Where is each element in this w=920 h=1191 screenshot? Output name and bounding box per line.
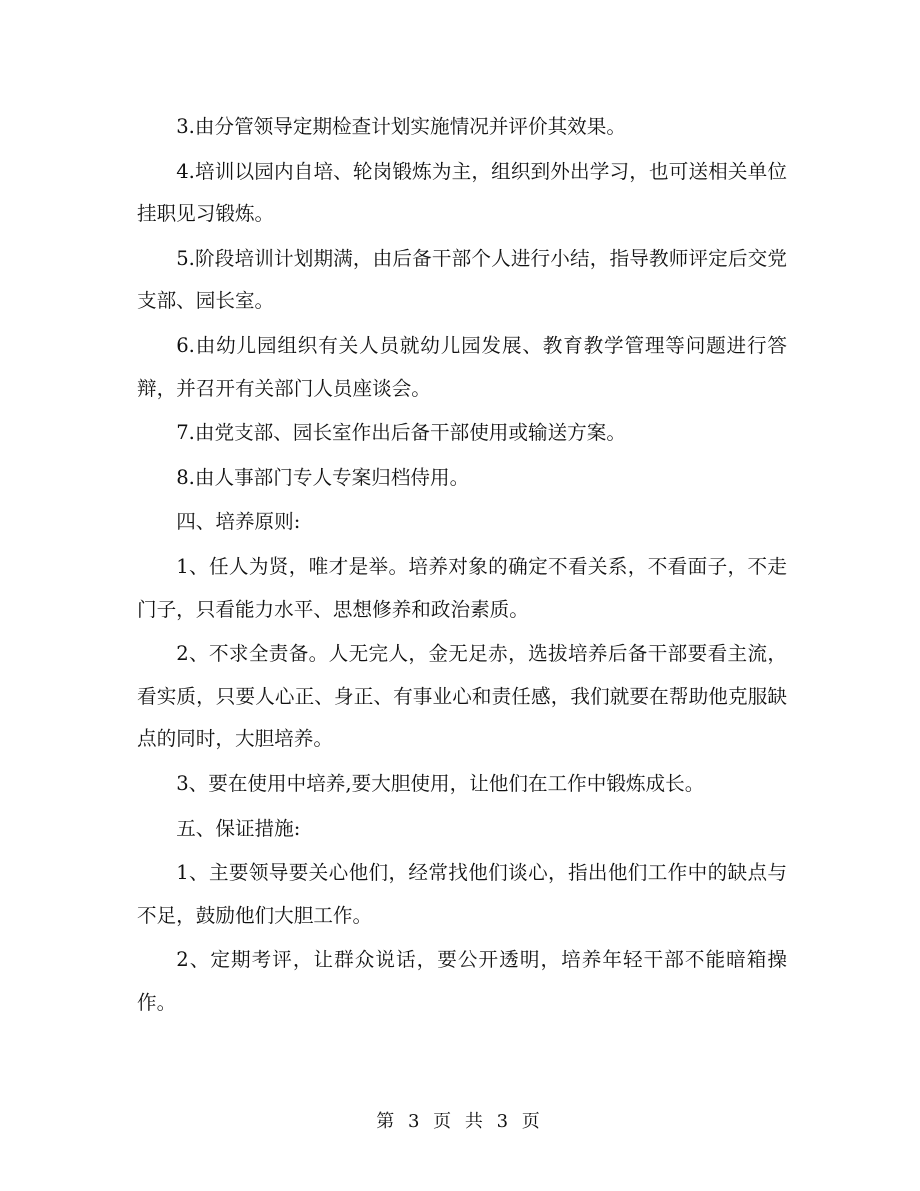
paragraph: 8.由人事部门专人专案归档侍用。 <box>176 465 470 489</box>
paragraph: 6.由幼儿园组织有关人员就幼儿园发展、教育教学管理等问题进行答辩，并召开有关部门人员座谈会。 <box>137 333 787 400</box>
section-heading: 五、保证措施: <box>176 816 301 840</box>
paragraph: 3、要在使用中培养,要大胆使用，让他们在工作中锻炼成长。 <box>176 771 705 795</box>
paragraph: 5.阶段培训计划期满，由后备干部个人进行小结，指导教师评定后交党支部、园长室。 <box>137 246 787 313</box>
paragraph: 4.培训以园内自培、轮岗锻炼为主，组织到外出学习，也可送相关单位挂职见习锻炼。 <box>137 159 787 226</box>
paragraph: 1、任人为贤，唯才是举。培养对象的确定不看关系，不看面子，不走门子，只看能力水平、思想修养和政治素质。 <box>137 554 787 621</box>
paragraph: 1、主要领导要关心他们，经常找他们谈心，指出他们工作中的缺点与不足，鼓励他们大胆工作。 <box>137 861 787 927</box>
section-heading: 四、培养原则: <box>176 510 301 534</box>
paragraph: 3.由分管领导定期检查计划实施情况并评价其效果。 <box>176 115 626 138</box>
page-number-footer: 第 3 页 共 3 页 <box>376 1111 544 1132</box>
paragraph: 2、定期考评，让群众说话，要公开透明，培养年轻干部不能暗箱操作。 <box>137 948 787 1014</box>
paragraph: 2、不求全责备。人无完人，金无足赤，选拔培养后备干部要看主流，看实质，只要人心正、身正、有事业心和责任感，我们就要在帮助他克服缺点的同时，大胆培养。 <box>137 642 787 751</box>
paragraph: 7.由党支部、园长室作出后备干部使用或输送方案。 <box>176 421 626 445</box>
document-body <box>137 106 787 1026</box>
